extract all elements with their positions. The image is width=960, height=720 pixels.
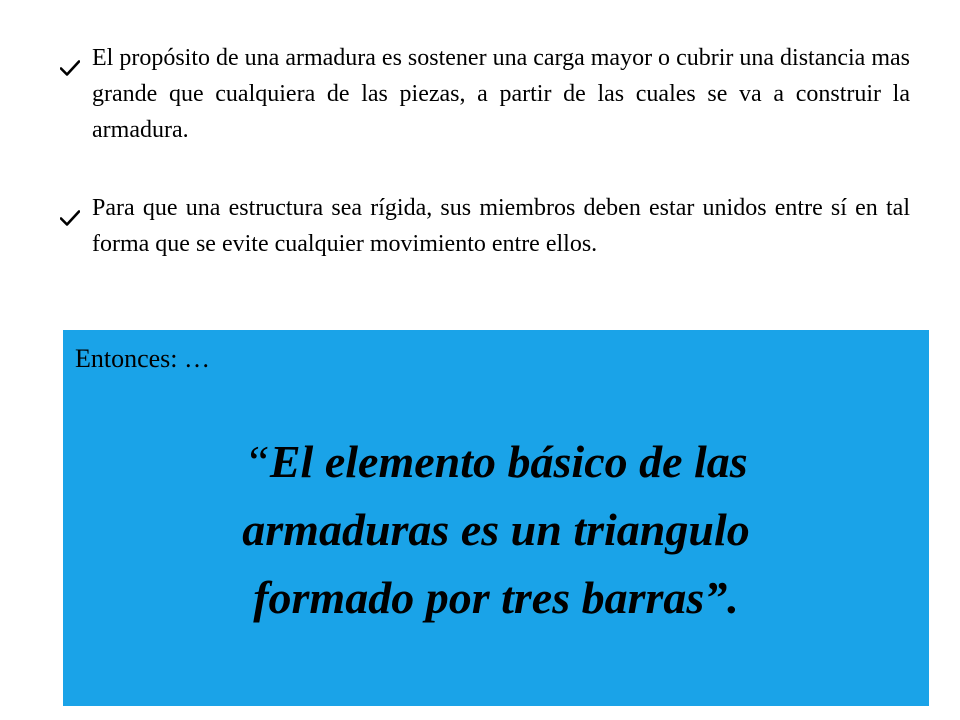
quote-line-3: formado por tres barras”. [253, 572, 739, 623]
check-icon [60, 51, 80, 67]
highlight-box [63, 330, 929, 706]
check-icon [60, 201, 80, 217]
lead-text: Entonces: … [75, 344, 211, 373]
bullet-item [60, 40, 910, 148]
quote-line-1: “El elemento básico de las [244, 436, 748, 487]
bullet-text: Para que una estructura sea rígida, sus miembros deben estar unidos entre sí en tal forma que se evite cualquier movimiento entre ellos. [92, 195, 910, 257]
open-quote-mark: “ [244, 436, 270, 487]
key-quote [63, 428, 929, 632]
bullet-list [60, 40, 910, 262]
quote-line-2: armaduras es un triangulo [242, 504, 750, 555]
bullet-text: El propósito de una armadura es sostener una carga mayor o cubrir una distancia mas grande que cualquiera de las piezas, a partir de las cuales se va a construir la armadura. [92, 45, 910, 143]
bullet-item [60, 190, 910, 262]
